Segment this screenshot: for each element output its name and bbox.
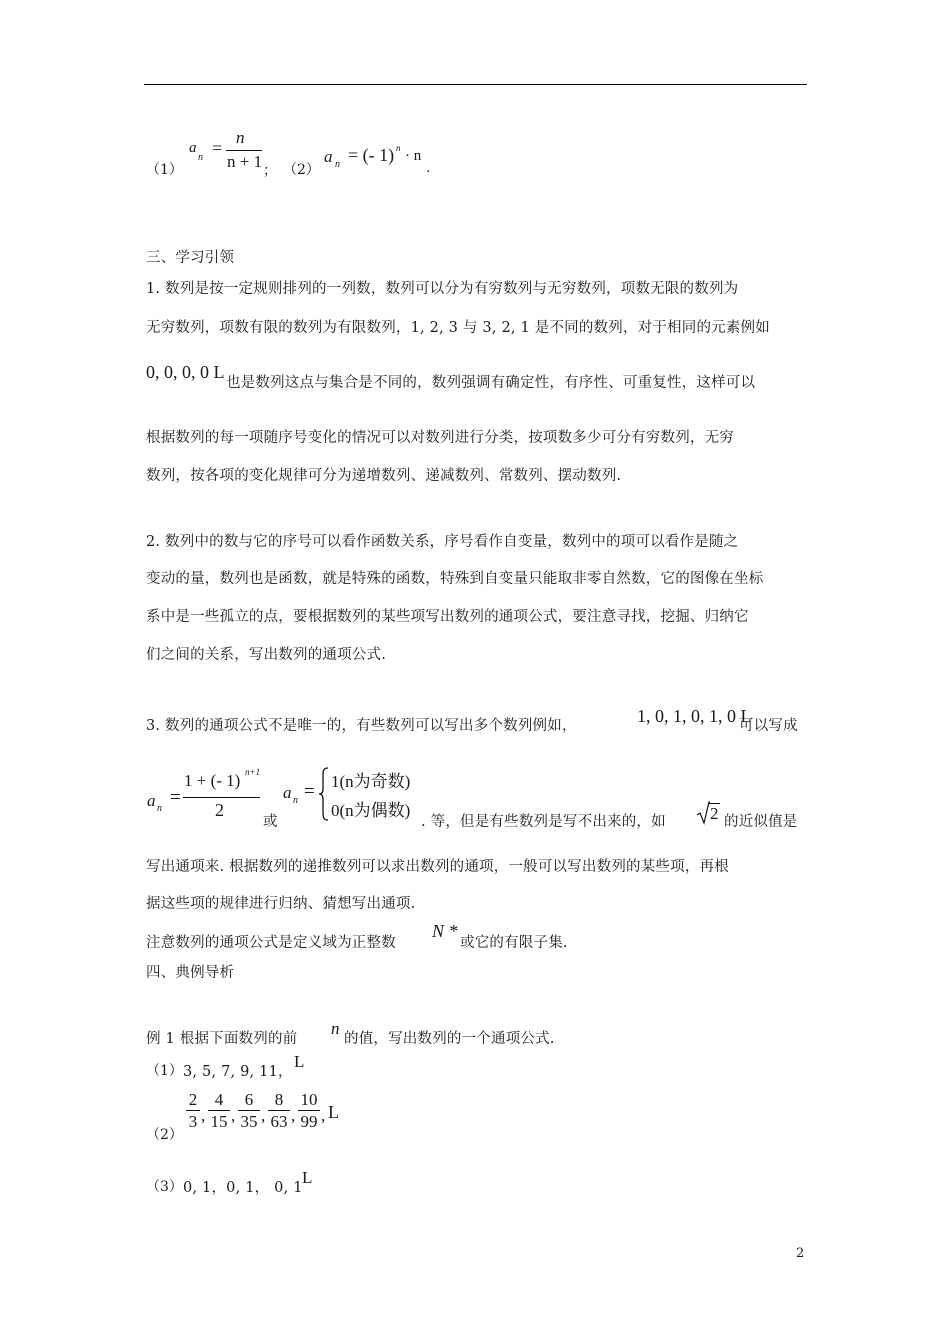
item2-lhs: a <box>324 147 333 166</box>
f1-num-sup: n+1 <box>245 767 261 777</box>
p3-line3: 写出通项来. 根据数列的递推数列可以求出数列的通项，一般可以写出数列的某些项，再根 <box>146 859 729 875</box>
f2-eq: = <box>304 781 315 802</box>
q2-fraction: $\frac{6}{35}$ <box>238 1090 260 1133</box>
p1-line5: 数列，按各项的变化规律可分为递增数列、递减数列、常数列、摆动数列. <box>146 468 622 484</box>
q3-ellipsis: L <box>302 1168 313 1187</box>
p3-line1b: 可以写成 <box>739 718 798 734</box>
item1-num: n <box>236 128 245 147</box>
item2-sup: n <box>396 143 401 153</box>
q2-fraction: $\frac{2}{3}$ <box>186 1090 200 1133</box>
page-number: 2 <box>796 1246 805 1261</box>
q3-label: （3） <box>146 1179 183 1195</box>
p1-math-sequence: 0, 0, 0, 0 L <box>146 362 225 382</box>
p3-math-sequence: 1, 0, 1, 0, 1, 0 L <box>637 706 752 726</box>
section4-heading: 四、典例导析 <box>146 965 235 981</box>
f1-den: 2 <box>215 800 224 820</box>
header-rule <box>144 84 807 85</box>
item2-end: . <box>426 160 431 176</box>
f1-eq: = <box>170 787 181 808</box>
p3-line1a: 3. 数列的通项公式不是唯一的，有些数列可以写出多个数列例如， <box>146 718 577 734</box>
comma: , <box>201 1106 206 1125</box>
p1-line1: 1. 数列是按一定规则排列的一列数，数列可以分为有穷数列与无穷数列，项数无限的数列为 <box>146 281 739 297</box>
or-text: 或 <box>263 814 278 830</box>
item2-rhs: = (- 1) <box>348 145 395 165</box>
q2-ellipsis: L <box>328 1102 339 1122</box>
comma: , <box>321 1106 326 1125</box>
case1: 1(n为奇数) <box>331 772 411 791</box>
example1-text-b: 的值，写出数列的一个通项公式. <box>344 1031 555 1047</box>
p1-line2: 无穷数列，项数有限的数列为有限数列，1, 2, 3 与 3, 2, 1 是不同的数列，对于相同的元素例如 <box>146 320 770 336</box>
example1-text-a: 例 1 根据下面数列的前 <box>146 1031 298 1047</box>
p2-line3: 系中是一些孤立的点，要根据数列的某些项写出数列的通项公式，要注意寻找，挖掘、归纳它 <box>146 609 749 625</box>
note-text-b: 或它的有限子集. <box>460 935 568 951</box>
section3-heading: 三、学习引领 <box>146 250 235 266</box>
q2-fraction: $\frac{8}{63}$ <box>268 1090 290 1133</box>
p2-line4: 们之间的关系，写出数列的通项公式. <box>146 647 387 663</box>
item1-den: n + 1 <box>227 152 263 171</box>
left-brace-icon <box>318 767 330 821</box>
comma: , <box>261 1106 266 1125</box>
item1-sub: n <box>198 152 203 163</box>
item1-eq: = <box>212 138 223 158</box>
f1-num: 1 + (- 1) <box>184 771 241 790</box>
q1-text: 3, 5, 7, 9, 11， <box>183 1064 293 1080</box>
p2-line2: 变动的量，数列也是函数，就是特殊的函数，特殊到自变量只能取非零自然数，它的图像在坐标 <box>146 571 764 587</box>
p1-line3: 也是数列这点与集合是不同的，数列强调有确定性，有序性、可重复性，这样可以 <box>226 375 756 391</box>
q2-fraction: $\frac{4}{15}$ <box>208 1090 230 1133</box>
p2-line1: 2. 数列中的数与它的序号可以看作函数关系，序号看作自变量，数列中的项可以看作是随之 <box>146 534 739 550</box>
item2-tail: · n <box>405 148 422 164</box>
item1-lhs: a <box>189 140 197 156</box>
p3-line2c: 的近似值是 <box>724 814 798 830</box>
item1-fraction-bar <box>226 150 262 151</box>
q3-text: 0, 1，0, 1， 0, 1 <box>183 1180 303 1196</box>
p3-line4: 据这些项的规律进行归纳、猜想写出通项. <box>146 896 416 912</box>
example1-n: n <box>331 1019 340 1038</box>
q2-label: （2） <box>146 1127 183 1143</box>
q1-ellipsis: L <box>294 1052 305 1071</box>
item2-sub: n <box>335 159 340 170</box>
f1-fraction-bar <box>183 797 260 798</box>
sqrt-radical-icon <box>696 801 710 825</box>
note-text-a: 注意数列的通项公式是定义域为正整数 <box>146 935 396 951</box>
item1-separator: ； <box>263 163 277 179</box>
item1-label: （1） <box>146 162 183 178</box>
p1-line4: 根据数列的每一项随序号变化的情况可以对数列进行分类，按项数多少可分有穷数列，无穷 <box>146 430 734 446</box>
f2-lhs: a <box>283 783 292 802</box>
sqrt-value: 2 <box>710 804 719 823</box>
f1-sub: n <box>157 803 162 814</box>
f1-lhs: a <box>147 791 156 810</box>
q2-fraction: $\frac{10}{99}$ <box>298 1090 320 1133</box>
p3-line2b: . 等，但是有些数列是写不出来的，如 <box>421 814 666 830</box>
q1-label: （1） <box>146 1063 183 1079</box>
note-math: N * <box>432 921 458 941</box>
comma: , <box>231 1106 236 1125</box>
f2-sub: n <box>293 795 298 806</box>
case2: 0(n为偶数) <box>331 801 411 820</box>
item2-label: （2） <box>283 162 320 178</box>
q2-fractions <box>186 1090 346 1140</box>
comma: , <box>291 1106 296 1125</box>
